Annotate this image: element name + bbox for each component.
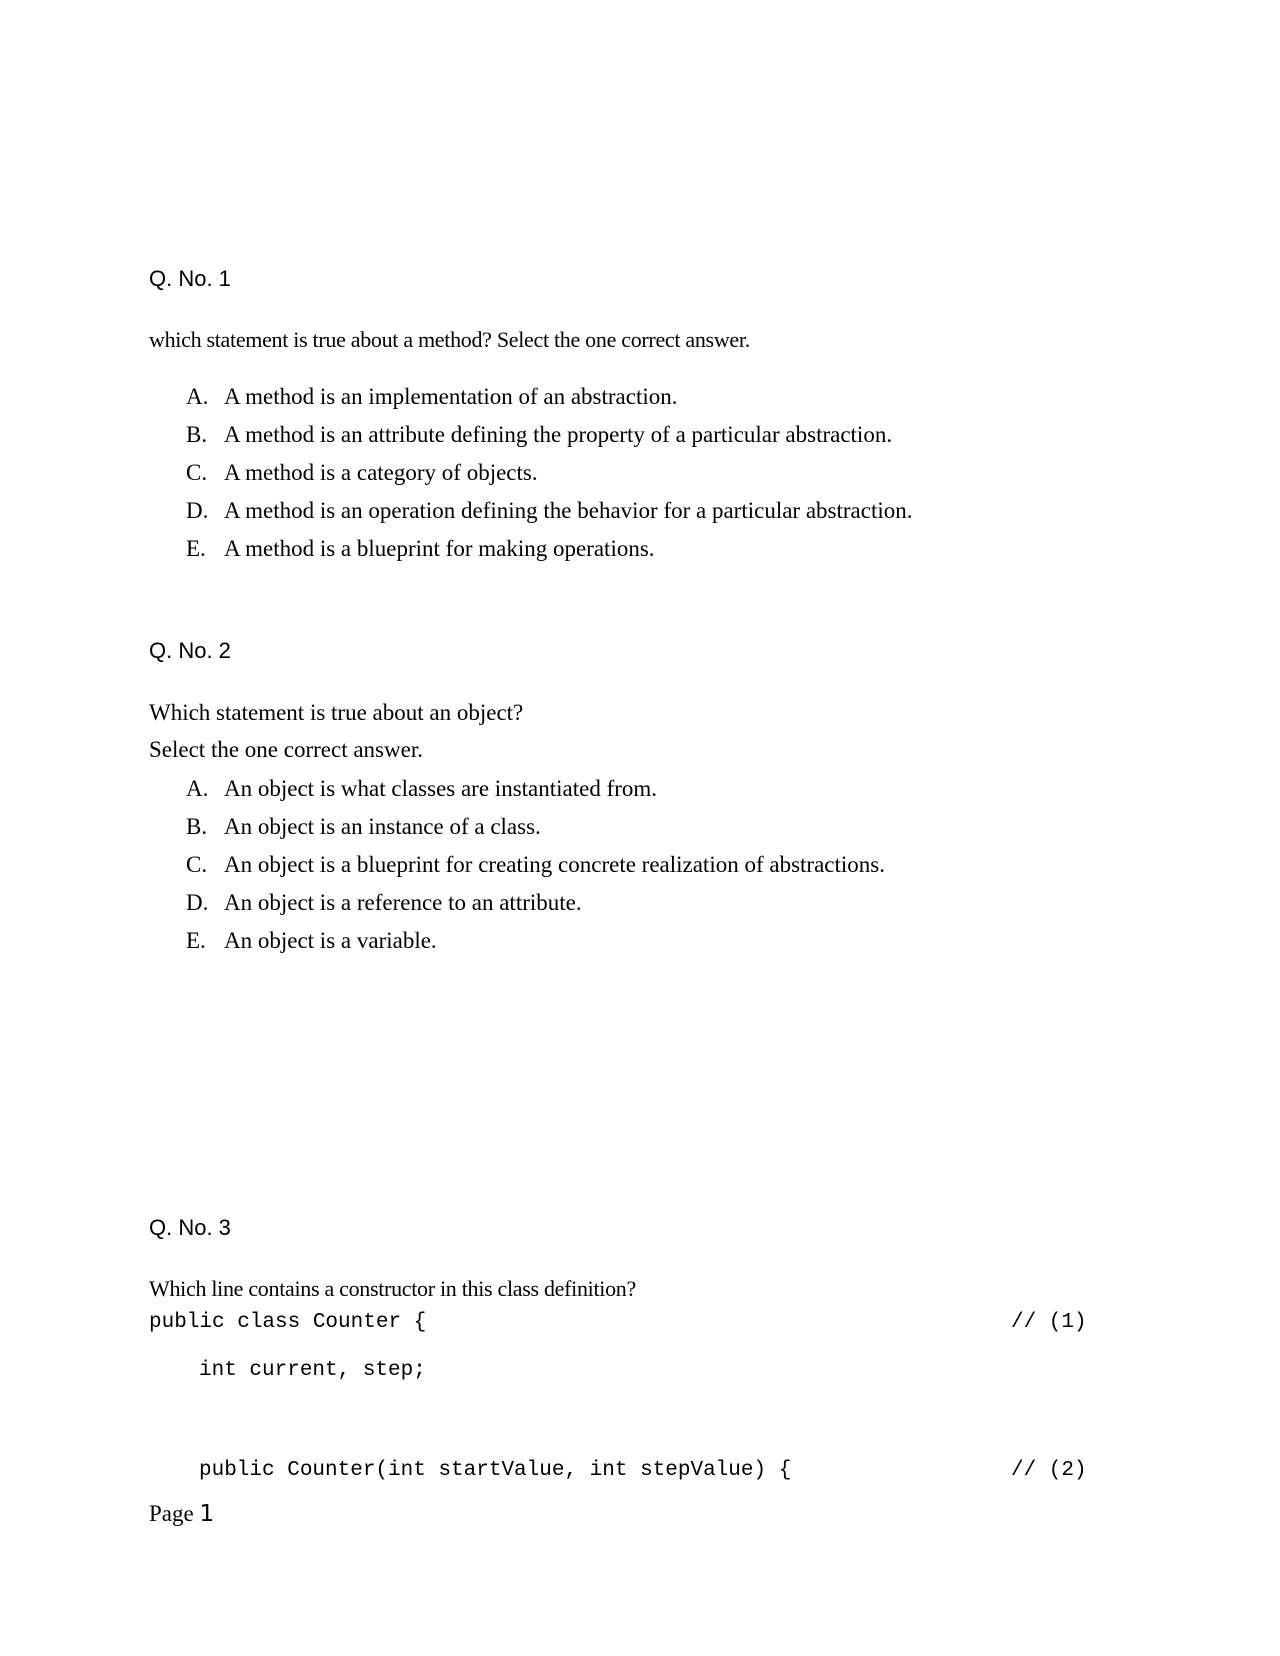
question-1-option-b xyxy=(186,421,892,449)
code-comment-2: // (2) xyxy=(1011,1459,1087,1482)
option-letter: D. xyxy=(186,890,209,915)
question-2-option-d xyxy=(186,889,582,917)
option-text: An object is a variable. xyxy=(224,928,437,953)
code-line-1: public class Counter { xyxy=(149,1311,427,1334)
option-letter: B. xyxy=(186,422,208,447)
option-letter: B. xyxy=(186,814,208,839)
option-letter: D. xyxy=(186,498,209,523)
option-letter: E. xyxy=(186,928,206,953)
question-1-option-a xyxy=(186,383,678,411)
option-text: An object is an instance of a class. xyxy=(224,814,541,839)
option-letter: A. xyxy=(186,776,209,801)
question-2-heading: Q. No. 2 xyxy=(149,638,231,663)
option-text: An object is a blueprint for creating concrete realization of abstractions. xyxy=(224,852,885,877)
question-3-prompt: Which line contains a constructor in this class definition? xyxy=(149,1276,636,1301)
code-line-3: public Counter(int startValue, int stepValue) { xyxy=(199,1459,792,1482)
question-2-prompt: Which statement is true about an object? xyxy=(149,700,524,725)
question-2-instruction: Select the one correct answer. xyxy=(149,737,423,762)
option-letter: C. xyxy=(186,852,208,877)
question-1-option-c xyxy=(186,459,538,487)
question-2-option-c xyxy=(186,851,885,879)
option-letter: E. xyxy=(186,536,206,561)
question-1-prompt: which statement is true about a method? Select the one correct answer. xyxy=(149,327,750,352)
option-letter: C. xyxy=(186,460,208,485)
page-number: 1 xyxy=(199,1501,215,1527)
question-2-option-b xyxy=(186,813,541,841)
question-2-option-a xyxy=(186,775,657,803)
option-letter: A. xyxy=(186,384,209,409)
option-text: An object is a reference to an attribute. xyxy=(224,890,582,915)
option-text: A method is a category of objects. xyxy=(224,460,538,485)
page-footer xyxy=(149,1500,214,1528)
question-3-heading: Q. No. 3 xyxy=(149,1215,231,1240)
question-1-heading: Q. No. 1 xyxy=(149,266,231,291)
page-label: Page xyxy=(149,1501,194,1526)
option-text: An object is what classes are instantiated from. xyxy=(224,776,658,801)
option-text: A method is a blueprint for making operations. xyxy=(224,536,655,561)
code-line-2: int current, step; xyxy=(199,1359,426,1382)
question-2-option-e xyxy=(186,927,437,955)
question-1-option-e xyxy=(186,535,655,563)
option-text: A method is an operation defining the behavior for a particular abstraction. xyxy=(224,498,913,523)
option-text: A method is an attribute defining the property of a particular abstraction. xyxy=(224,422,893,447)
option-text: A method is an implementation of an abstraction. xyxy=(224,384,678,409)
question-1-option-d xyxy=(186,497,913,525)
code-comment-1: // (1) xyxy=(1011,1311,1087,1334)
